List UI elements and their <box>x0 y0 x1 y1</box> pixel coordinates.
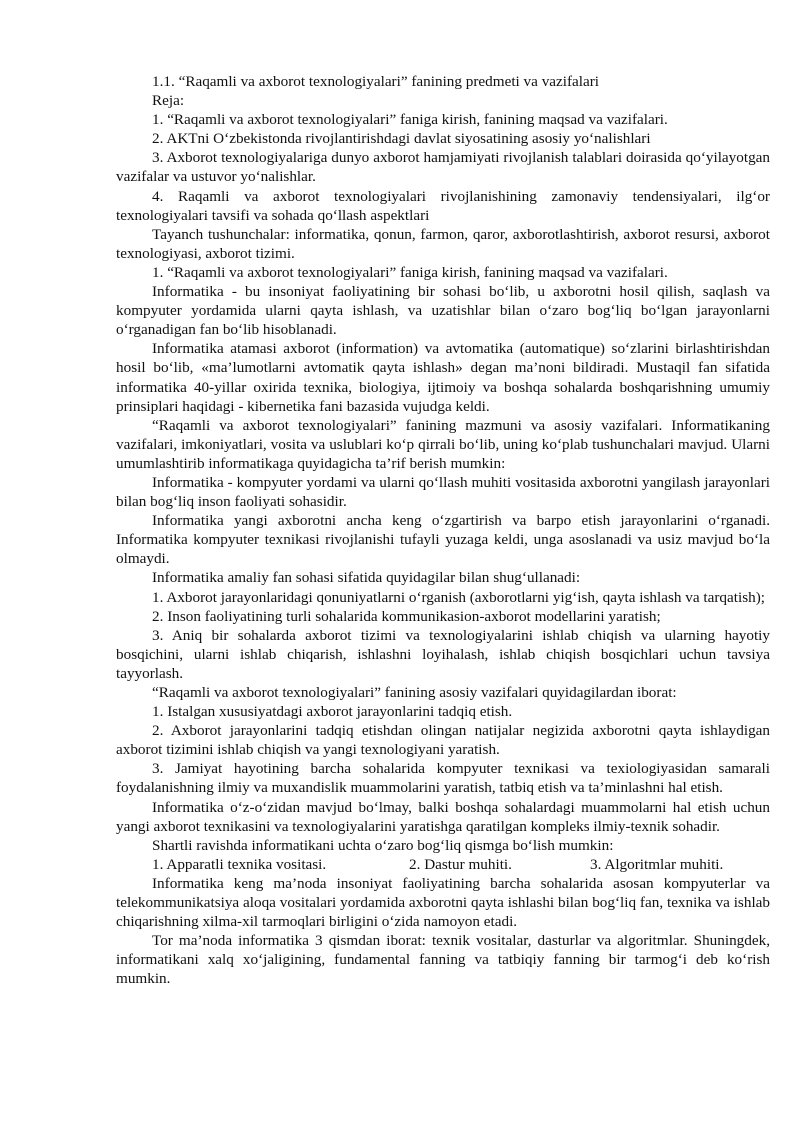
plan-item: 4. Raqamli va axborot texnologiyalari rivojlanishining zamonaviy tendensiyalari, ilg‘or texnologiyalari tavsifi va sohada qo‘llash aspektlari <box>116 187 770 224</box>
paragraph: Informatika atamasi axborot (information) va avtomatika (automatique) so‘zlarini birlashtirishdan hosil bo‘lib, «ma’lumotlarni avtomatik qayta ishlash» degan ma’noni bildiradi. Mustaqil fan sifatida informatika 40-yillar oxirida texnika, biologiya, ijtimoiy va boshqa sohalarda boshqarishning umumiy prinsiplari haqidagi - kibernetika fani bazasida vujudga keldi. <box>116 340 770 415</box>
plan-item: 2. AKTni O‘zbekistonda rivojlantirishdagi davlat siyosatining asosiy yo‘nalishlari <box>152 130 651 148</box>
document-title: 1.1. “Raqamli va axborot texnologiyalari” fanining predmeti va vazifalari <box>152 73 600 90</box>
paragraph: Tor ma’noda informatika 3 qismdan iborat: texnik vositalar, dasturlar va algoritmlar. Shuningdek, informatikani xalq xo‘jaligining, fundamental fanning va tatbiqiy fanning bir tarmog‘i deb ko‘rish mumkin. <box>116 932 770 988</box>
paragraph: Informatika amaliy fan sohasi sifatida quyidagilar bilan shug‘ullanadi: <box>152 569 581 587</box>
plan-label: Reja: <box>152 92 185 110</box>
list-item: 1. Istalgan xususiyatdagi axborot jarayonlarini tadqiq etish. <box>152 703 513 721</box>
list-item: 2. Inson faoliyatining turli sohalarida kommunikasion-axborot modellarini yaratish; <box>152 607 661 625</box>
list-item: 3. Aniq bir sohalarda axborot tizimi va texnologiyalarini ishlab chiqish va ularning hayotiy bosqichini, ularni ishlab chiqarish, ishlashni loyihalash, ishlab chiqish bosqichlari uchun tavsiya tayyorlash. <box>116 626 770 682</box>
paragraph: “Raqamli va axborot texnologiyalari” fanining asosiy vazifalari quyidagilardan iborat: <box>152 684 677 701</box>
paragraph: Informatika - bu insoniyat faoliyatining bir sohasi bo‘lib, u axborotni hosil qilish, saqlash va kompyuter yordamida ularni qayta ishlash, va uzatishlar bilan o‘zaro bog‘liq bo‘lgan jarayonlarni o‘rganadigan fan bo‘lib hisoblanadi. <box>116 283 770 339</box>
section-heading: 1. “Raqamli va axborot texnologiyalari” faniga kirish, fanining maqsad va vazifalari. <box>152 263 668 281</box>
paragraph: Informatika yangi axborotni ancha keng o‘zgartirish va barpo etish jarayonlarini o‘rganadi. Informatika kompyuter texnikasi rivojlanishi tufayli yuzaga keldi, unga asoslanadi va usiz mavjud bo‘la olmaydi. <box>116 512 770 568</box>
part-algorithms: 3. Algoritmlar muhiti. <box>590 855 724 873</box>
list-item: 1. Axborot jarayonlaridagi qonuniyatlarni o‘rganish (axborotlarni yig‘ish, qayta ishlash va tarqatish); <box>152 588 765 606</box>
part-hardware: 1. Apparatli texnika vositasi. <box>152 855 327 873</box>
paragraph: Shartli ravishda informatikani uchta o‘zaro bog‘liq qismga bo‘lish mumkin: <box>152 836 614 854</box>
parts-row <box>116 855 770 874</box>
list-item: 2. Axborot jarayonlarini tadqiq etishdan olingan natijalar negizida axborotni qayta ishlaydigan axborot tizimini ishlab chiqish va yangi texnologiyani yaratish. <box>116 722 770 759</box>
key-terms: Tayanch tushunchalar: informatika, qonun, farmon, qaror, axborotlashtirish, axborot resursi, axborot texnologiyasi, axborot tizimi. <box>116 225 770 262</box>
part-software: 2. Dastur muhiti. <box>409 855 512 873</box>
plan-item: 3. Axborot texnologiyalariga dunyo axborot hamjamiyati rivojlanish talablari doirasida qo‘yilayotgan vazifalar va ustuvor yo‘nalishlar. <box>116 149 770 186</box>
list-item: 3. Jamiyat hayotining barcha sohalarida kompyuter texnikasi va texiologiyasidan samarali foydalanishning ilmiy va muxandislik muammolarini yaratish, tatbiq etish va ta’minlashni hal etish. <box>116 760 770 797</box>
paragraph: “Raqamli va axborot texnologiyalari” fanining mazmuni va asosiy vazifalari. Informatikaning vazifalari, imkoniyatlari, vosita va uslublari ko‘p qirrali bo‘lib, uning ko‘plab tushunchalari mavjud. Ularni umumlashtirib informatikaga quyidagicha ta’rif berish mumkin: <box>116 416 770 472</box>
paragraph: Informatika o‘z-o‘zidan mavjud bo‘lmay, balki boshqa sohalardagi muammolarni hal etish uchun yangi axborot texnikasini va texnologiyalarini yaratishga qaratilgan kompleks ilmiy-texnik sohadir. <box>116 798 770 835</box>
paragraph: Informatika keng ma’noda insoniyat faoliyatining barcha sohalarida asosan kompyuterlar va telekommunikatsiya aloqa vositalari yordamida axborotni qayta ishlashi bilan bog‘liq fan, texnika va ishlab chiqarishning xilma-xil tarmoqlari birligini o‘zida namoyon etadi. <box>116 874 770 931</box>
plan-item: 1. “Raqamli va axborot texnologiyalari” faniga kirish, fanining maqsad va vazifalari. <box>152 111 668 129</box>
paragraph: Informatika - kompyuter yordami va ularni qo‘llash muhiti vositasida axborotni yangilash jarayonlari bilan bog‘liq inson faoliyati sohasidir. <box>116 473 770 511</box>
